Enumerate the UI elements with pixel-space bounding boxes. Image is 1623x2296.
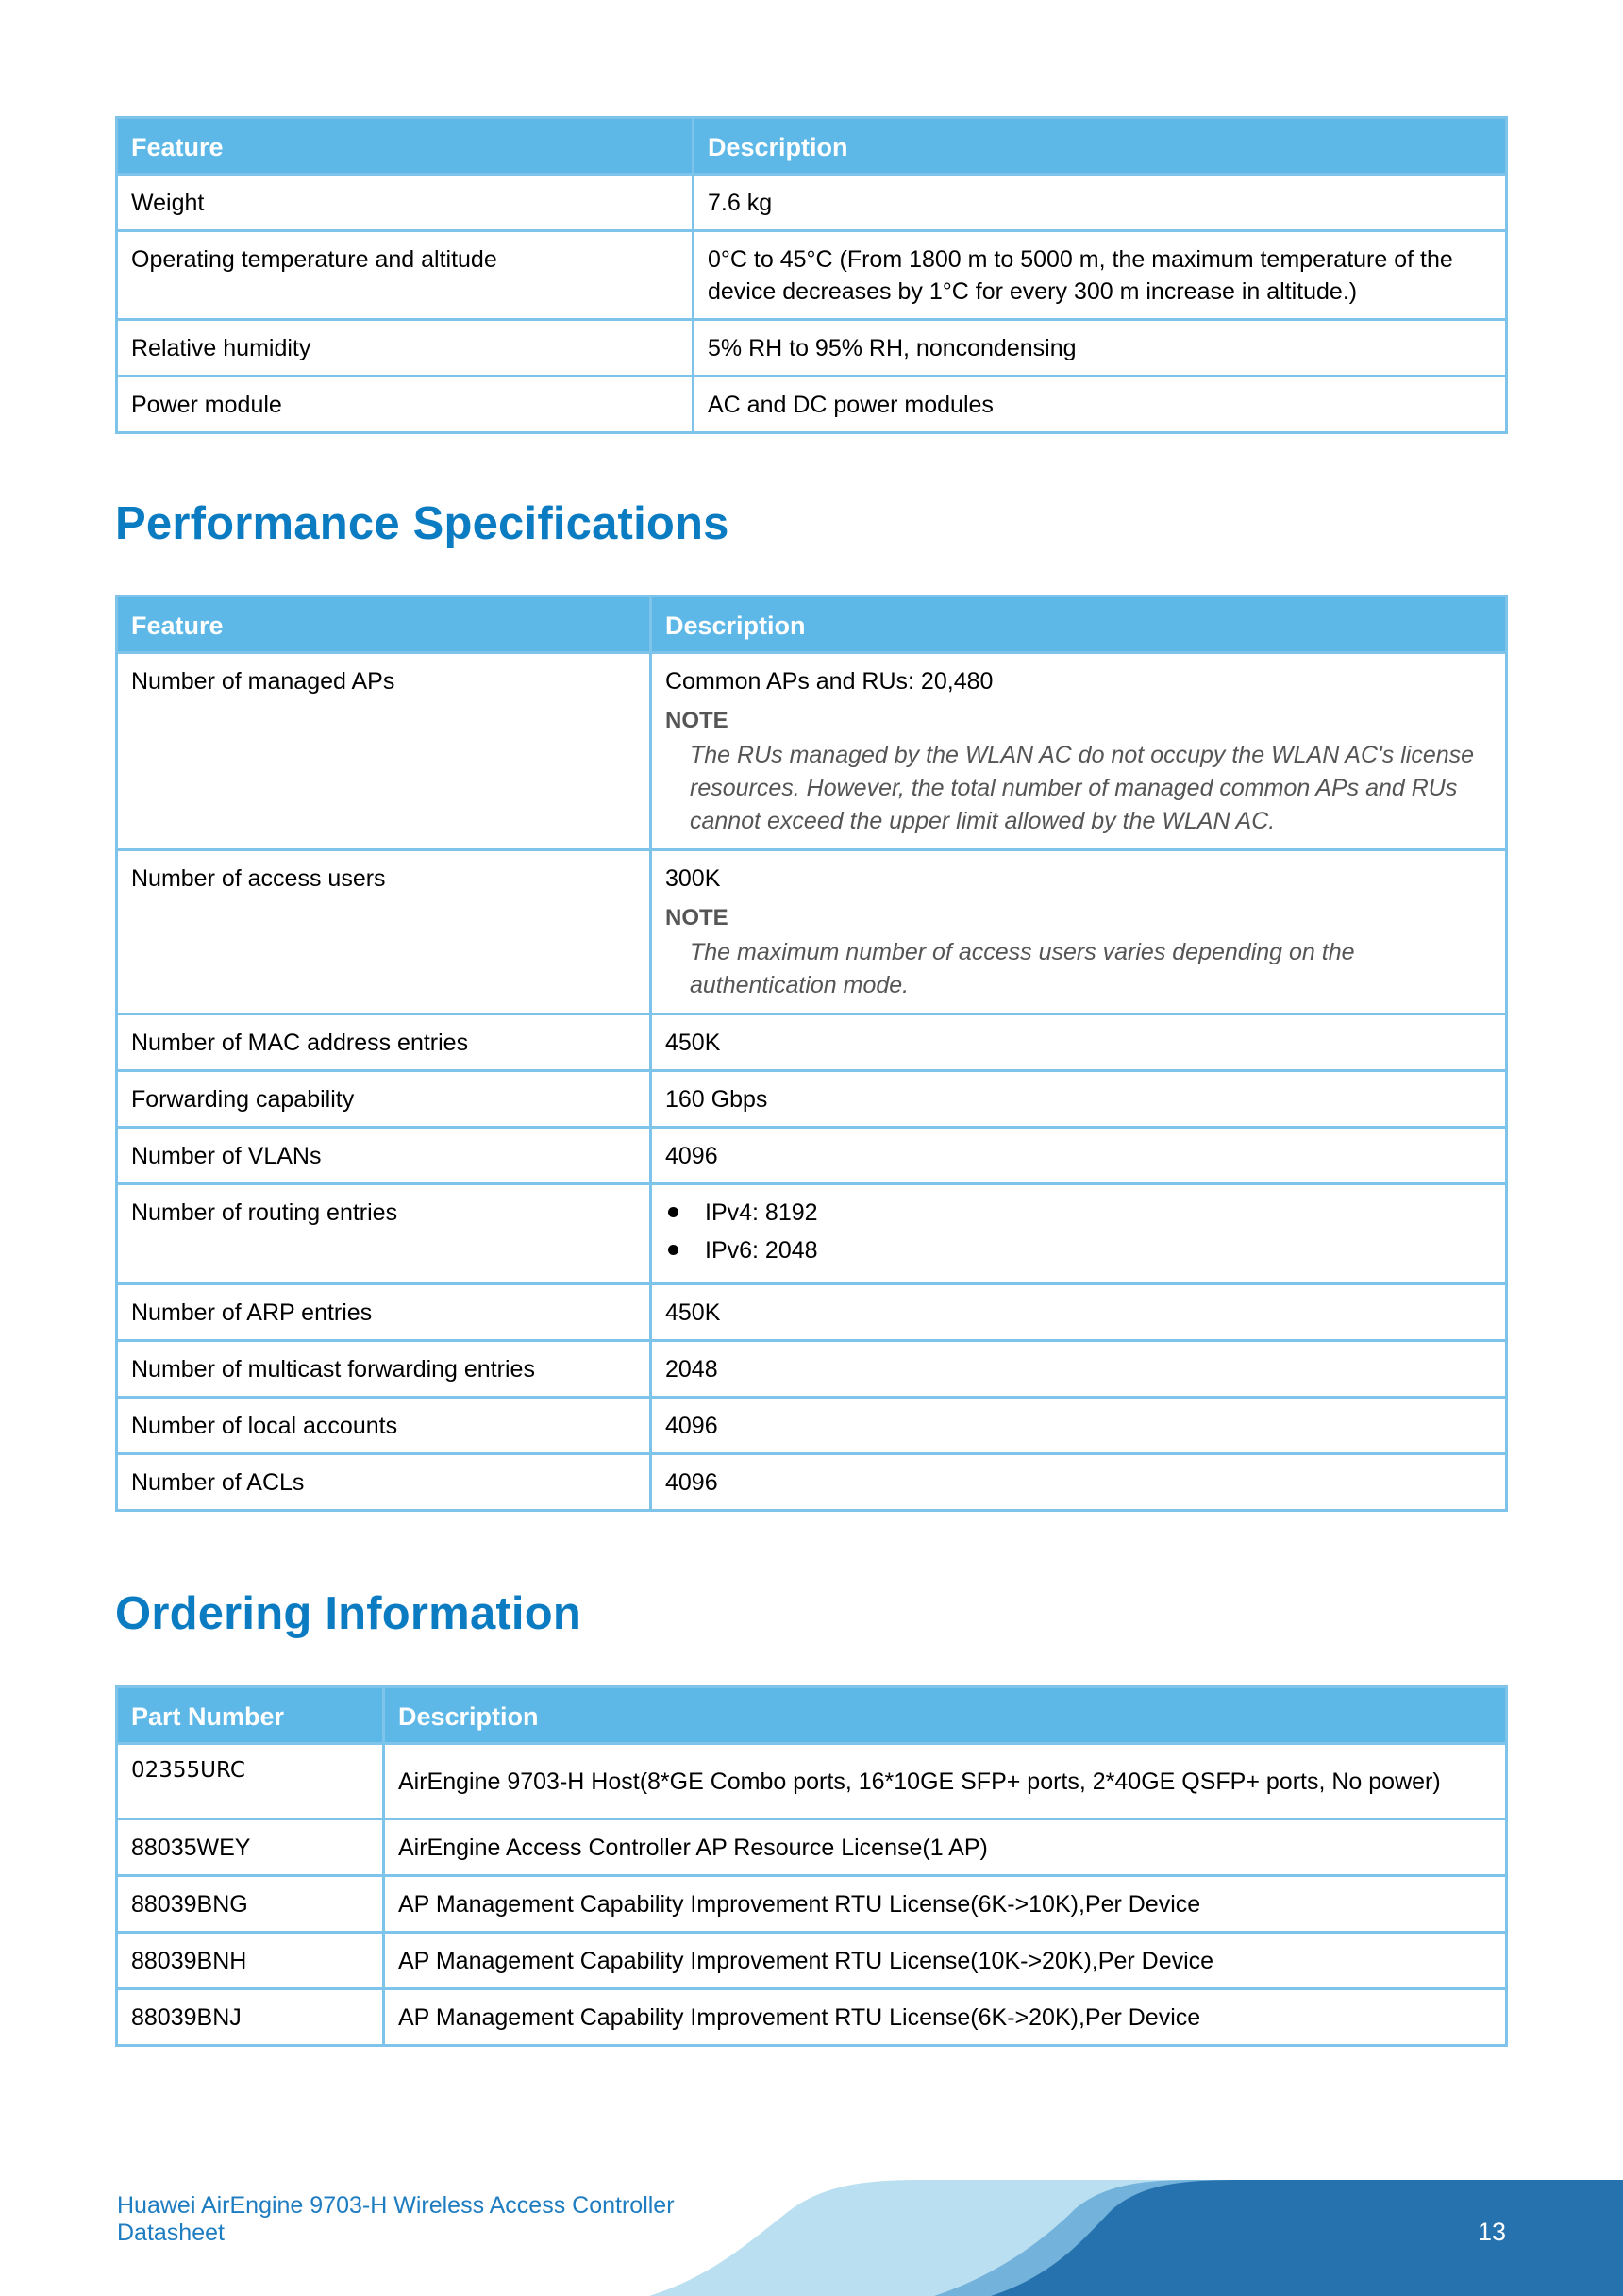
description-cell: 0°C to 45°C (From 1800 m to 5000 m, the maximum temperature of the device decreases by 1°C for every 300 m increase in altitude.) (694, 231, 1507, 320)
table-row (117, 1284, 1507, 1341)
table-row (117, 850, 1507, 1014)
table-row (117, 1128, 1507, 1184)
description-cell: AC and DC power modules (694, 377, 1507, 433)
bullet-icon (668, 1207, 678, 1217)
note-text: The maximum number of access users varies depending on the authentication mode. (690, 939, 1355, 998)
description-cell: 450K (651, 1284, 1507, 1341)
page-number: 13 (1478, 2218, 1507, 2246)
description-cell (651, 653, 1507, 850)
table-row (117, 320, 1507, 377)
bullet-item (665, 1192, 1492, 1234)
table-row (117, 231, 1507, 320)
table-row (117, 175, 1507, 231)
feature-cell: Forwarding capability (117, 1071, 651, 1128)
description-cell: 4096 (651, 1128, 1507, 1184)
description-cell (651, 1184, 1507, 1284)
feature-cell: Number of MAC address entries (117, 1014, 651, 1071)
part-number-cell: 02355URC (117, 1744, 384, 1819)
performance-specs-table (115, 595, 1508, 1512)
section-title-performance: Performance Specifications (115, 498, 729, 549)
table-row (117, 1933, 1507, 1989)
description-cell: 160 Gbps (651, 1071, 1507, 1128)
part-number-cell: 88039BNG (117, 1876, 384, 1933)
footer-line-2: Datasheet (117, 2220, 225, 2246)
header-part-number: Part Number (117, 1687, 384, 1744)
header-description: Description (694, 118, 1507, 175)
table-row (117, 1744, 1507, 1819)
part-number-cell: 88039BNH (117, 1933, 384, 1989)
footer-document-title (117, 2192, 675, 2247)
feature-cell: Number of routing entries (117, 1184, 651, 1284)
header-feature: Feature (117, 118, 694, 175)
bullet-text: IPv4: 8192 (705, 1199, 818, 1226)
feature-cell: Number of local accounts (117, 1398, 651, 1454)
table-row (117, 377, 1507, 433)
table-header-row (117, 1687, 1507, 1744)
feature-cell: Operating temperature and altitude (117, 231, 694, 320)
feature-cell: Number of ACLs (117, 1454, 651, 1511)
feature-cell: Relative humidity (117, 320, 694, 377)
note-label: NOTE (665, 905, 728, 930)
value-text: 300K (665, 865, 721, 892)
description-cell: 4096 (651, 1454, 1507, 1511)
description-cell: AirEngine 9703-H Host(8*GE Combo ports, 16*10GE SFP+ ports, 2*40GE QSFP+ ports, No power) (384, 1744, 1507, 1819)
description-cell: AP Management Capability Improvement RTU License(10K->20K),Per Device (384, 1933, 1507, 1989)
header-description: Description (384, 1687, 1507, 1744)
description-cell: 450K (651, 1014, 1507, 1071)
ordering-table (115, 1685, 1508, 2047)
table-row (117, 1071, 1507, 1128)
bullet-text: IPv6: 2048 (705, 1237, 818, 1264)
bullet-item (665, 1230, 1492, 1272)
table-row (117, 1989, 1507, 2046)
header-feature: Feature (117, 596, 651, 653)
feature-cell: Weight (117, 175, 694, 231)
table-row (117, 1398, 1507, 1454)
feature-cell: Number of access users (117, 850, 651, 1014)
table-header-row (117, 118, 1507, 175)
note-label: NOTE (665, 708, 728, 733)
description-cell: 4096 (651, 1398, 1507, 1454)
table-row (117, 1876, 1507, 1933)
physical-specs-table (115, 116, 1508, 434)
feature-cell: Number of ARP entries (117, 1284, 651, 1341)
part-number-cell: 88039BNJ (117, 1989, 384, 2046)
feature-cell: Number of VLANs (117, 1128, 651, 1184)
description-cell: 7.6 kg (694, 175, 1507, 231)
table-row (117, 1014, 1507, 1071)
description-cell: 2048 (651, 1341, 1507, 1398)
part-number-cell: 88035WEY (117, 1819, 384, 1876)
table-row (117, 1454, 1507, 1511)
description-cell: AP Management Capability Improvement RTU License(6K->10K),Per Device (384, 1876, 1507, 1933)
description-cell: AirEngine Access Controller AP Resource License(1 AP) (384, 1819, 1507, 1876)
feature-cell: Number of managed APs (117, 653, 651, 850)
note-text: The RUs managed by the WLAN AC do not occupy the WLAN AC's license resources. However, the total number of managed common APs and RUs cannot exceed the upper limit allowed by the WLAN AC. (690, 742, 1475, 834)
bullet-list (665, 1192, 1492, 1272)
value-text: Common APs and RUs: 20,480 (665, 668, 994, 695)
footer-line-1: Huawei AirEngine 9703-H Wireless Access Controller (117, 2192, 675, 2219)
description-cell: AP Management Capability Improvement RTU License(6K->20K),Per Device (384, 1989, 1507, 2046)
feature-cell: Power module (117, 377, 694, 433)
table-header-row (117, 596, 1507, 653)
table-row (117, 1341, 1507, 1398)
description-cell: 5% RH to 95% RH, noncondensing (694, 320, 1507, 377)
header-description: Description (651, 596, 1507, 653)
feature-cell: Number of multicast forwarding entries (117, 1341, 651, 1398)
table-row (117, 653, 1507, 850)
table-row (117, 1184, 1507, 1284)
description-cell (651, 850, 1507, 1014)
bullet-icon (668, 1245, 678, 1255)
table-row (117, 1819, 1507, 1876)
section-title-ordering: Ordering Information (115, 1588, 581, 1639)
